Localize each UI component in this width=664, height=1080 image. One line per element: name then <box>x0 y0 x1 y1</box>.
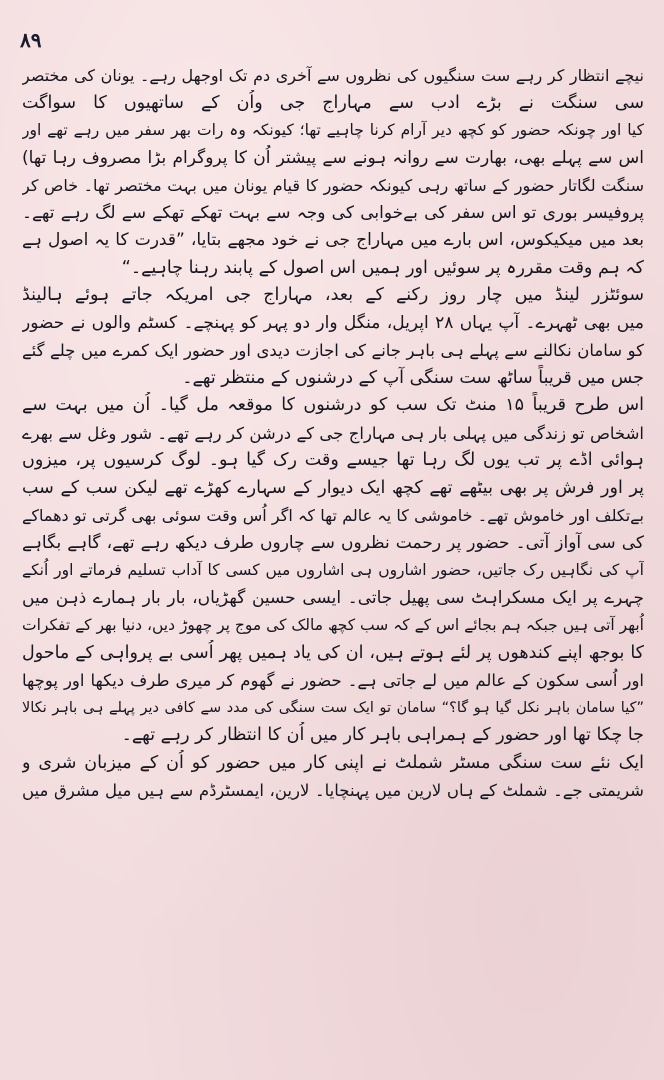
body-text <box>22 62 644 805</box>
text-line: کا بوجھ اپنے کندھوں پر لئے ہوتے ہیں، ان کی یاد ہمیں پھر اُسی بے پرواہی کے ماحول <box>22 642 644 663</box>
text-line: بعد میں میکیکوس، اس بارے میں مہاراج جی نے خود مجھے بتایا، ”قدرت کا یہ اصول ہے <box>22 230 644 250</box>
text-line: اس سے پہلے بھی، بھارت سے روانہ ہونے سے پیشتر اُن کا پروگرام بڑا مصروف رہا تھا) <box>22 147 644 168</box>
text-line: کیا اور چونکہ حضور کو کچھ دیر آرام کرنا چاہیے تھا؛ کیونکہ وہ رات بھر سفر میں رہے تھے اور <box>22 121 644 139</box>
text-line: پروفیسر بوری تو اس سفر کی بےخوابی کی وجہ سے بہت تھکے تھکے سے لگ رہے تھے۔ <box>22 202 644 223</box>
text-line: اشخاص تو زندگی میں پہلی بار ہی مہاراج جی کے درشن کر رہے تھے۔ شور وغل سے بھرے <box>22 423 644 443</box>
text-line: سنگت لگاتار حضور کے ساتھ رہی کیونکہ حضور کا قیام یونان میں بہت مختصر تھا۔ خاص کر <box>22 176 644 195</box>
text-line: بےتکلف اور خاموش تھے۔ خاموشی کا یہ عالم تھا کہ اگر اُس وقت سوئی بھی گرتی تو دھماکے <box>22 506 644 525</box>
text-line: جس میں قریباً ساٹھ ست سنگی آپ کے درشنوں کے منتظر تھے۔ <box>182 367 644 388</box>
text-line: شریمتی جے۔ شملٹ کے ہاں لارین میں پہنچایا۔ لارین، ایمسٹرڈم سے ہیں میل مشرق میں <box>22 781 644 800</box>
text-line: اور اُسی سکون کے عالم میں لے جاتی ہے۔ حضور نے گھوم کر میری طرف دیکھا اور پوچھا <box>22 671 644 690</box>
text-line: آپ کی نگاہیں رک جاتیں، حضور اشاروں ہی اشاروں میں کسی کا آداب تسلیم فرماتے اور اُنکے <box>22 561 644 579</box>
text-line: ایک نئے ست سنگی مسٹر شملٹ نے اپنی کار میں حضور کو اُن کے میزبان شری و <box>22 752 644 773</box>
text-line: پر اور فرش پر بھی بیٹھے تھے کچھ ایک دیوار کے سہارے کھڑے تھے لیکن سب کے سب <box>22 477 644 498</box>
page-number: ۸۹ <box>20 28 42 52</box>
text-line: اس طرح قریباً ۱۵ منٹ تک سب کو درشنوں کا موقعہ مل گیا۔ اُن میں بہت سے <box>22 395 644 415</box>
text-line: سوئٹزر لینڈ میں چار روز رکنے کے بعد، مہاراج جی امریکہ جاتے ہوئے ہالینڈ <box>22 285 644 305</box>
text-line: ہوائی اڈے پر تب یوں لگ رہا تھا جیسے وقت رک گیا ہو۔ لوگ کرسیوں پر، میزوں <box>22 450 644 470</box>
text-line: میں بھی ٹھہرے۔ آپ یہاں ۲۸ اپریل، منگل وار دو پہر کو پہنچے۔ کسٹم والوں نے حضور <box>22 312 644 333</box>
text-line: کو سامان نکالنے سے پہلے ہی باہر جانے کی اجازت دیدی اور حضور ایک کمرے میں چلے گئے <box>22 341 644 360</box>
text-line: کہ ہم وقت مقررہ پر سوئیں اور ہمیں اس اصول کے پابند رہنا چاہیے۔“ <box>121 257 644 278</box>
text-line: کی سی آواز آتی۔ حضور پر رحمت نظروں سے چاروں طرف دیکھ رہے تھے، گاہے بگاہے <box>22 532 644 553</box>
text-line: ”کیا سامان باہر نکل گیا ہو گا؟“ سامان تو ایک ست سنگی کی مدد سے کافی دیر پہلے ہی باہر نکالا <box>22 699 644 716</box>
text-line: اُبھر آتی ہیں جبکہ ہم بجائے اس کے کہ سب کچھ مالک کی موج پر چھوڑ دیں، دنیا بھر کے تفکرات <box>22 616 644 634</box>
text-line: سی سنگت نے بڑے ادب سے مہاراج جی واُن کے ساتھیوں کا سواگت <box>22 92 644 113</box>
text-line: چہرے پر ایک مسکراہٹ سی پھیل جاتی۔ ایسی حسین گھڑیاں، بار بار ہمارے ذہن میں <box>22 587 644 608</box>
text-line: جا چکا تھا اور حضور کے ہمراہی باہر کار میں اُن کا انتظار کر رہے تھے۔ <box>121 725 644 745</box>
text-line: نیچے انتظار کر رہے ست سنگیوں کی نظروں سے آخری دم تک اوجھل رہے۔ یونان کی مختصر <box>22 66 644 85</box>
